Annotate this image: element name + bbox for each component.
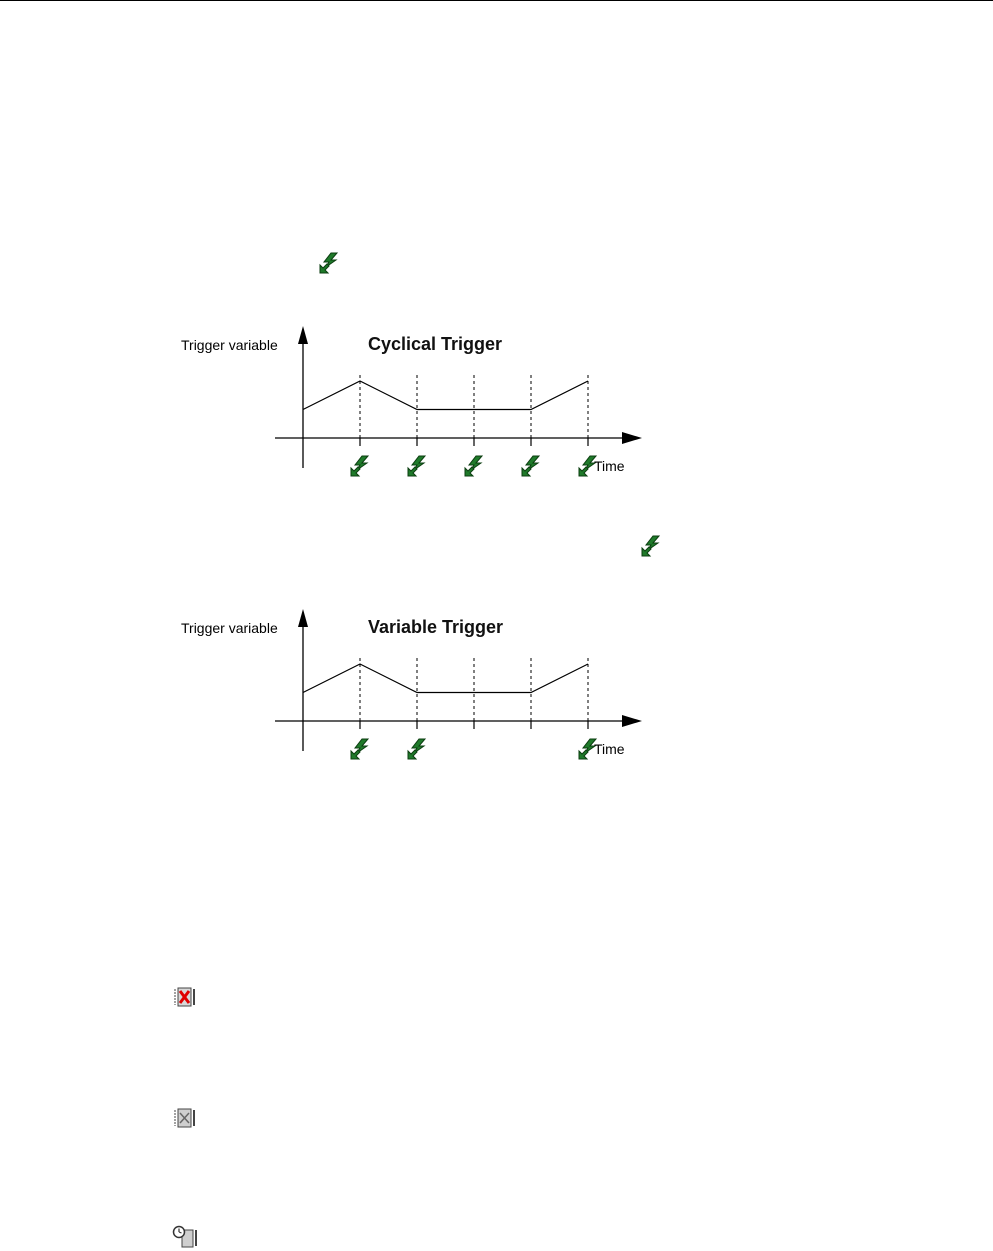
lightning-trigger-icon — [465, 456, 482, 476]
lightning-trigger-icon — [318, 252, 340, 274]
x-axis-label: Time — [594, 741, 625, 757]
variable-trigger-diagram — [170, 603, 660, 773]
lightning-trigger-icon — [522, 456, 539, 476]
lightning-trigger-icon — [351, 739, 368, 759]
disabled-page-icon — [172, 985, 198, 1009]
variable-trigger-svg — [170, 603, 660, 773]
x-axis-arrow — [622, 432, 642, 444]
diagram-title: Cyclical Trigger — [368, 334, 503, 354]
diagram-title: Variable Trigger — [368, 617, 504, 637]
lightning-trigger-icon — [408, 739, 425, 759]
cyclical-trigger-diagram — [170, 320, 660, 490]
trigger-variable-line — [303, 664, 588, 693]
y-axis-label: Trigger variable — [181, 337, 278, 353]
lightning-trigger-icon — [408, 456, 425, 476]
y-axis-arrow — [298, 609, 308, 627]
timer-page-icon — [172, 1225, 198, 1249]
lightning-trigger-icon — [640, 535, 662, 557]
trigger-variable-line — [303, 381, 588, 410]
top-rule — [0, 0, 993, 1]
cyclical-trigger-svg — [170, 320, 660, 490]
y-axis-label: Trigger variable — [181, 620, 278, 636]
x-axis-label: Time — [594, 458, 625, 474]
lightning-trigger-icon — [351, 456, 368, 476]
x-axis-arrow — [622, 715, 642, 727]
page-icon — [172, 1106, 198, 1130]
y-axis-arrow — [298, 326, 308, 344]
